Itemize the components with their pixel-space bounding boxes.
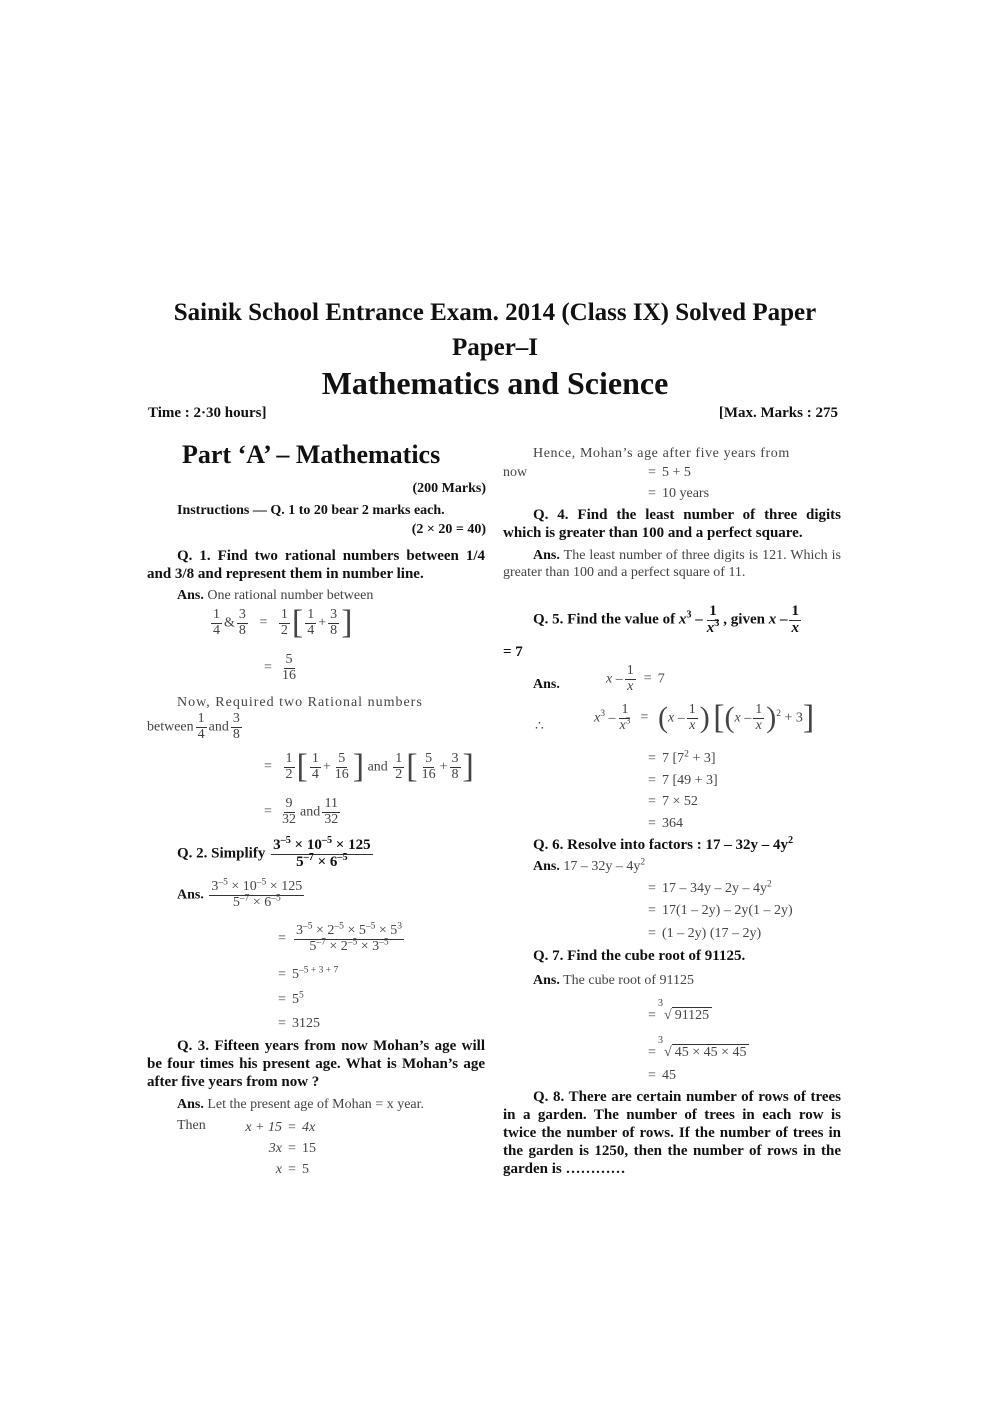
question-5: Q. 5. Find the value of $x^3$ – $\frac{1}{x^3}$ , given x – $\frac{1}{x}$ [533, 603, 799, 636]
q5-step-4: = 364 [648, 816, 683, 831]
q3-continuation: Hence, Mohan’s age after five years from [533, 446, 790, 461]
answer-label: Ans. [177, 588, 204, 603]
q7-step-1: = 3 √ 91125 [642, 1007, 712, 1024]
q1-step-1: $\frac{1}{4}$ & $\frac{3}{8}$ = $\frac{1}{2}$ [ $\frac{1}{4}$ + $\frac{3}{8}$ ] [213, 604, 353, 642]
question-7: Q. 7. Find the cube root of 91125. [533, 948, 746, 964]
q2-step-2: = $5^{-5 + 3 + 7}$ [278, 965, 339, 982]
q6-step-2: = 17(1 – 2y) – 2y(1 – 2y) [648, 903, 793, 918]
q4-answer: Ans. The least number of three digits is 121. Which is greater than 100 and a perfect square of 11. [503, 548, 842, 580]
q5-step-3: = 7 × 52 [648, 794, 698, 809]
time-label: Time : 2·30 hours] [148, 405, 267, 421]
part-a-marks: (200 Marks) [412, 481, 486, 496]
q3-then-label: Then [177, 1118, 206, 1133]
q5-step-1: = 7 $[7^2 + 3]$ [648, 749, 716, 766]
question-8: Q. 8. There are certain number of rows of trees in a garden. The number of trees in each row is twice the number of rows. If the number of trees in the garden is 1250, then the number of rows in the garden is ………… [503, 1089, 841, 1177]
q1-now: Now, Required two Rational numbers [177, 695, 423, 710]
q3-answer: Ans. Let the present age of Mohan = x year. [177, 1097, 425, 1112]
q6-step-1: = $17 - 34y - 2y - 4y^2$ [648, 879, 772, 896]
instructions: Instructions — Q. 1 to 20 bear 2 marks each. [177, 503, 445, 518]
q6-answer: Ans. $17 - 32y - 4y^2$ [533, 857, 646, 874]
q7-step-2: = 3 √ 45 × 45 × 45 [642, 1044, 749, 1061]
question-3: Q. 3. Fifteen years from now Mohan’s age will be four times his present age. What is Mohan’s age after five years from now ? [147, 1038, 485, 1090]
q5-equals-7: = 7 [503, 644, 523, 660]
q5-therefore: ∴ [535, 719, 544, 734]
question-4: Q. 4. Find the least number of three digits which is greater than 100 and a perfect square. [503, 507, 841, 541]
q5-answer-label: Ans. [533, 677, 560, 692]
q5-given: x – $\frac{1}{x}$ = 7 [606, 663, 665, 694]
q7-step-3: = 45 [648, 1068, 676, 1083]
q2-step-3: = $5^5$ [278, 990, 304, 1007]
q3-result-2: = 10 years [648, 486, 710, 501]
q7-answer: Ans. The cube root of 91125 [533, 973, 694, 988]
exam-title: Sainik School Entrance Exam. 2014 (Class IX) Solved Paper [173, 299, 817, 326]
q3-result-1: = 5 + 5 [648, 465, 691, 480]
q3-lhs: x + 15 3x x [245, 1120, 282, 1177]
max-marks-label: [Max. Marks : 275 [718, 405, 838, 421]
q3-now: now [503, 465, 528, 480]
q6-step-3: = (1 – 2y) (17 – 2y) [648, 926, 762, 941]
q1-step-4: = $\frac{9}{32}$ and $\frac{11}{32}$ [264, 796, 339, 827]
q1-answer-intro [177, 587, 373, 604]
q1-between: between $\frac{1}{4}$ and $\frac{3}{8}$ [147, 711, 240, 742]
q2-step-4: = 3125 [278, 1016, 320, 1031]
subject-title: Mathematics and Science [321, 365, 669, 401]
q2-step-1: = $\frac{3^{-5} \times 2^{-5} \times 5^{-5} \times 5^3}{5^{-7} \times 2^{-5} \times 3^{-5}}$ [278, 921, 403, 954]
part-a-title: Part ‘A’ – Mathematics [182, 440, 441, 469]
q1-step-3: = $\frac{1}{2}$ [ $\frac{1}{4}$ + $\frac{5}{16}$ ] and $\frac{1}{2}$ [ $\frac{5}{16}$ + $\frac{3}{8}$ ] [264, 748, 474, 786]
q3-rhs: = 4x = 15 = 5 [288, 1120, 316, 1177]
question-6: Q. 6. Resolve into factors : $17 - 32y - 4y^2$ [533, 835, 794, 853]
q5-step-2: = 7 [49 + 3] [648, 773, 718, 788]
question-1: Q. 1. Find two rational numbers between 1/4 and 3/8 and represent them in number line. [147, 548, 485, 582]
q1-step-2: = $\frac{5}{16}$ [264, 652, 296, 683]
q2-answer: Ans. $\frac{3^{-5} \times 10^{-5} \times 125}{5^{-7} \times 6^{-5}}$ [177, 877, 303, 910]
paper-number: Paper–I [451, 334, 539, 361]
answer-text: One rational number between [207, 588, 374, 603]
q5-identity: $x^3$ – $\frac{1}{x^3}$ = (x – $\frac{1}{x}$ ) [(x – $\frac{1}{x}$ )$^2$ + 3] [594, 699, 815, 737]
instructions-marks: (2 × 20 = 40) [411, 522, 486, 537]
question-2: Q. 2. Simplify $\frac{3^{-5} \times 10^{-5} \times 125}{5^{-7} \times 6^{-5}}$ [177, 835, 371, 870]
